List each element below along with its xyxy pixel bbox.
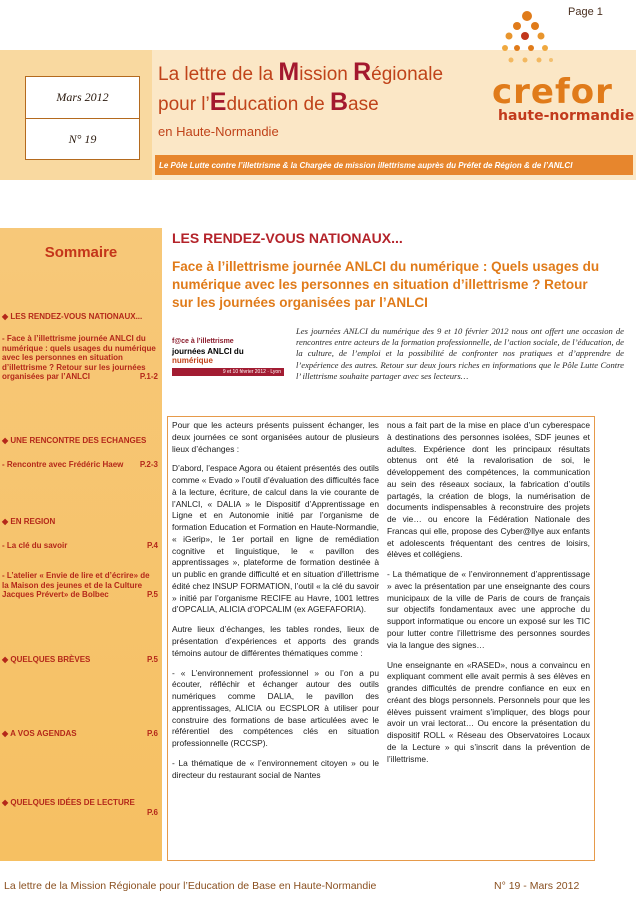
summary-title: Sommaire — [44, 244, 118, 261]
summary-item-atelier[interactable]: - L’atelier « Envie de lire et d’écrire» de la Maison des jeunes et de la Culture Jacques Prévert» de Bolbec P.5 — [2, 571, 158, 600]
event-logo-dates: 9 et 10 février 2012 · Lyon — [172, 368, 284, 376]
summary-section-echanges[interactable]: ◆ UNE RENCONTRE DES ECHANGES — [2, 436, 147, 445]
summary-section-lecture[interactable]: ◆ QUELQUES IDÉES DE LECTURE P.6 — [2, 798, 158, 817]
summary-section-region[interactable]: ◆ EN REGION — [2, 517, 56, 526]
newsletter-title-line1: La lettre de la Mission Régionale — [158, 58, 444, 86]
paragraph: Pour que les acteurs présents puissent échanger, les deux journées ce sont organisées autour de plusieurs lieux d’échanges : — [172, 420, 379, 454]
summary-item-haew[interactable]: - Rencontre avec Frédéric Haew P.2-3 — [2, 460, 158, 469]
summary-section-rendez-vous[interactable]: ◆ LES RENDEZ-VOUS NATIONAUX... — [2, 312, 143, 321]
event-logo — [172, 338, 284, 380]
event-logo-title: journées ANLCI du numérique — [172, 347, 244, 365]
crefor-logo-dots-icon — [497, 8, 557, 78]
footer-newsletter-name: La lettre de la Mission Régionale pour l’Education de Base en Haute-Normandie — [4, 880, 377, 892]
paragraph: Autre lieux d’échanges, les tables rondes, lieux de présentation d’expériences et apports des grands témoins autour de différentes thématiques comme : — [172, 624, 379, 658]
paragraph: - La thématique de « l’environnement citoyen » ou le directeur du restaurant social de Nantes — [172, 757, 379, 780]
paragraph: - La thématique de « l’environnement d’apprentissage » avec la présentation par une enseignante des cours municipaux de la ville de Paris de cours de français sur objectifs fondamentaux avec une approche du support informatique ou encore un exposé sur les TIC pour lutter contre l’illettrisme des personnes sourdes via la langue des signes… — [387, 569, 590, 650]
issue-number: N° 19 — [25, 118, 140, 160]
footer-issue: N° 19 - Mars 2012 — [494, 880, 580, 892]
crefor-logo-subtext: haute-normandie — [498, 108, 635, 124]
issue-date: Mars 2012 — [25, 76, 140, 118]
paragraph: Une enseignante en «RASED», nous a convaincu en expliquant comment elle avait permis à ses élèves en grandes difficultés de prendre confiance en eux en créant des blogs personnels. Personnels pour que les élèves puissent vraiment s’impliquer, des blogs pour avoir un vrai lectorat… Ou encore la présentation du dispositif ROLL « Réseau des Observatoires Locaux de la Lecture » qui s’inscrit dans la prévention de l’illettrisme. — [387, 659, 590, 764]
article-column-left — [172, 420, 379, 789]
summary-section-breves[interactable]: ◆ QUELQUES BRÈVES P.5 — [2, 655, 158, 664]
summary-section-agendas[interactable]: ◆ A VOS AGENDAS P.6 — [2, 729, 158, 738]
header-subtitle: Le Pôle Lutte contre l’illettrisme & la Chargée de mission illettrisme auprès du Préfet de Région & de l’ANLCI — [155, 155, 633, 175]
page-number: Page 1 — [568, 6, 603, 18]
summary-item-cle-savoir[interactable]: - La clé du savoir P.4 — [2, 541, 158, 550]
crefor-logo-text: crefor — [492, 72, 613, 112]
event-logo-tagline: f@ce à l’illettrisme — [172, 338, 234, 345]
paragraph: - « L’environnement professionnel » ou l’on a pu écouter, réfléchir et échanger autour des outils numériques comme DALIA, le pavillon des apprentissages, ALICIA ou ECSPLOR à utiliser pour construire des formations de base articulées avec le référentiel des compétences clés en situation professionnelle (RCCSP). — [172, 667, 379, 749]
newsletter-title-line2: pour l’Education de Base — [158, 88, 379, 116]
paragraph: D’abord, l’espace Agora ou étaient présentés des outils comme « Evado » l’outil d’évaluation des difficultés face à la lecture, écriture, de calcul dans la vie courante de l’ANLCI, « DALIA » le Dispositif d’Apprentissage en Ligne et en Autonomie initié par l’organisme de formation Education et Formation en Haute-Normandie, « iGerip», le 1er portail en ligne de remédiation cognitive et linguistique, le « pavillon des apprentissages », plateforme de formation destinée à un public en grande difficulté et en situation d’illettrisme édité chez INSUP FORMATION, l’outil « la clé du savoir » initié par l’organisme RECIFE au Havre, 1001 lettres d’OPCALIA, ALICIA d’OPCALIM (ex AGEFAFORIA). — [172, 463, 380, 615]
section-heading: LES RENDEZ-VOUS NATIONAUX... — [172, 230, 403, 246]
article-title: Face à l’illettrisme journée ANLCI du numérique : Quels usages du numérique avec les personnes en situation d’illettrisme ? Retour sur les journées organisées par l’ANLCI — [172, 259, 600, 310]
summary-item-anlci[interactable]: - Face à l’illettrisme journée ANLCI du numérique : quels usages du numérique avec les personnes en situation d’illettrisme ? Retour sur les journées organisées par l’ANLCI P.1-2 — [2, 334, 158, 382]
paragraph: nous a fait part de la mise en place d’un cyberespace à destinations des personnes isolées, SDF jeunes et adultes. Expérience dont les principaux résultats obtenus ont été la revalorisation de soi, le développement des compétences, la communication au sein des réseaux sociaux, la fabrication d’outils partagés, la création de blogs, la numérisation de documents indispensables à reconstruire des projets de vie… ou encore la Fédération Nationale des Francas qui elle, propose des Cyber@llye aux enfants et adolescents fréquentant des centres de loisirs, élèves et collégiens. — [387, 420, 590, 560]
article-intro: Les journées ANLCI du numérique des 9 et 10 février 2012 nous ont offert une occasion de rencontres entre acteurs de la formation professionnelle, de l’action sociale, de l’éducation, de la culture, de l’emploi et la possibilité de confronter nos pratiques et d’apprendre de l’expérience des autres. Retour sur deux jours riches en informations que le Pôle Lutte Contre l’ illettrisme souhaite partager avec ses lecteurs… — [296, 326, 624, 381]
article-column-right — [387, 420, 590, 773]
newsletter-region: en Haute-Normandie — [158, 124, 279, 139]
